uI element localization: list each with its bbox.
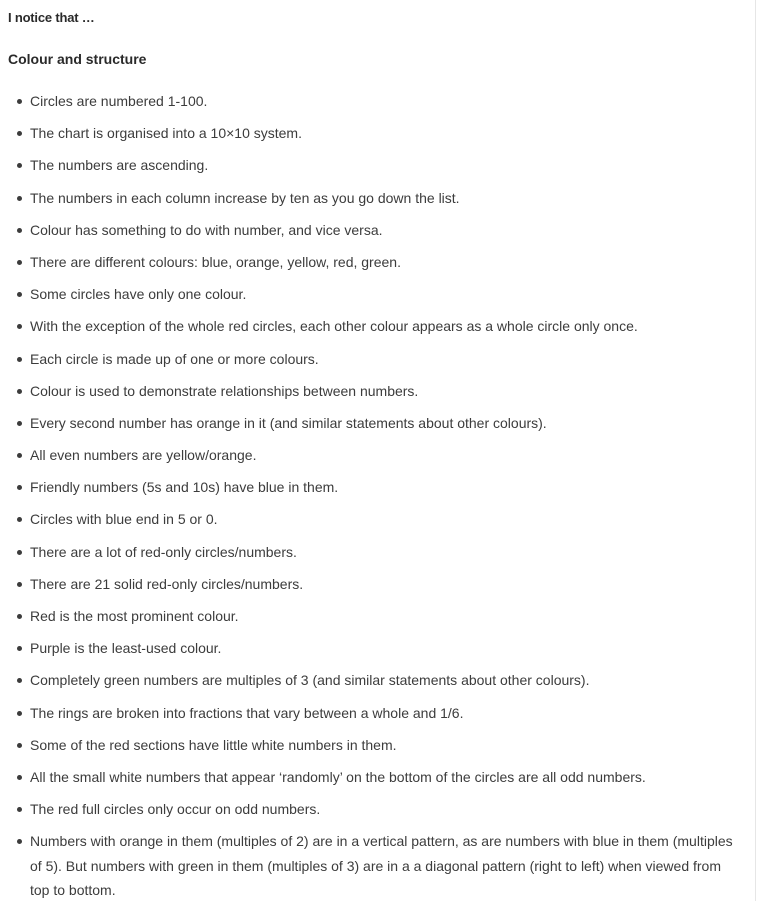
list-item [8, 347, 755, 372]
bullet-icon [17, 228, 22, 233]
section-title: Colour and structure [8, 51, 147, 67]
list-item-text: The numbers in each column increase by ten as you go down the list. [30, 189, 460, 206]
list-item [8, 314, 755, 339]
bullet-icon [17, 260, 22, 265]
bullet-icon [17, 550, 22, 555]
list-item-text: Colour is used to demonstrate relationships between numbers. [30, 382, 419, 399]
list-item [8, 186, 755, 211]
list-item-text: Circles are numbered 1-100. [30, 93, 208, 109]
list-item-text: Friendly numbers (5s and 10s) have blue in them. [30, 479, 339, 496]
list-item-text: The numbers are ascending. [30, 157, 209, 174]
list-item [8, 636, 755, 661]
list-item-text: There are 21 solid red-only circles/numbers. [30, 575, 304, 592]
bullet-icon [17, 357, 22, 362]
intro-heading: I notice that … [8, 10, 95, 25]
list-item [8, 604, 755, 629]
bullet-icon [17, 292, 22, 297]
list-item [8, 668, 755, 693]
list-item [8, 733, 755, 758]
list-item-text: Numbers with orange in them (multiples of 2) are in a vertical pattern, as are numbers with blue in them (multiples of 5). But numbers with green in them (multiples of 3) are in a a diagonal pattern (right to left) when viewed from top to bottom. [30, 833, 733, 899]
bullet-icon [17, 775, 22, 780]
list-item-text: There are different colours: blue, orange, yellow, red, green. [30, 253, 401, 270]
list-item [8, 475, 755, 500]
bullet-icon [17, 582, 22, 587]
list-item-text: Circles with blue end in 5 or 0. [30, 511, 218, 528]
bullet-icon [17, 99, 22, 104]
list-item [8, 797, 755, 822]
bullet-icon [17, 517, 22, 522]
bullet-icon [17, 807, 22, 812]
list-item-text: All even numbers are yellow/orange. [30, 447, 257, 464]
list-item [8, 829, 755, 903]
list-item [8, 701, 755, 726]
bullet-icon [17, 163, 22, 168]
bullet-icon [17, 421, 22, 426]
list-item [8, 282, 755, 307]
bullet-icon [17, 131, 22, 136]
list-item-text: Some of the red sections have little white numbers in them. [30, 736, 397, 753]
list-item [8, 507, 755, 532]
list-item-text: Completely green numbers are multiples of 3 (and similar statements about other colours). [30, 672, 590, 689]
list-item [8, 153, 755, 178]
list-item-text: Some circles have only one colour. [30, 286, 247, 303]
list-item-text: The chart is organised into a 10×10 system. [30, 125, 302, 142]
list-item-text: Every second number has orange in it (and similar statements about other colours). [30, 414, 547, 431]
list-item-text: All the small white numbers that appear ‘randomly’ on the bottom of the circles are all odd numbers. [30, 768, 646, 785]
list-item [8, 379, 755, 404]
list-item [8, 218, 755, 243]
list-item [8, 89, 755, 114]
list-item [8, 250, 755, 275]
notice-list [8, 89, 755, 903]
list-item-text: Each circle is made up of one or more colours. [30, 350, 319, 367]
list-item-text: Red is the most prominent colour. [30, 608, 239, 624]
list-item [8, 572, 755, 597]
bullet-icon [17, 711, 22, 716]
bullet-icon [17, 196, 22, 201]
list-item-text: The rings are broken into fractions that vary between a whole and 1/6. [30, 704, 464, 721]
list-item [8, 411, 755, 436]
bullet-icon [17, 485, 22, 490]
list-item [8, 540, 755, 565]
list-item-text: With the exception of the whole red circles, each other colour appears as a whole circle only once. [30, 318, 638, 335]
bullet-icon [17, 389, 22, 394]
list-item [8, 121, 755, 146]
bullet-icon [17, 614, 22, 619]
bullet-icon [17, 839, 22, 844]
list-item [8, 765, 755, 790]
bullet-icon [17, 646, 22, 651]
bullet-icon [17, 324, 22, 329]
bullet-icon [17, 743, 22, 748]
bullet-icon [17, 678, 22, 683]
list-item-text: The red full circles only occur on odd numbers. [30, 801, 321, 818]
list-item [8, 443, 755, 468]
list-item-text: There are a lot of red-only circles/numbers. [30, 543, 297, 560]
list-item-text: Purple is the least-used colour. [30, 640, 222, 657]
list-item-text: Colour has something to do with number, and vice versa. [30, 221, 383, 238]
bullet-icon [17, 453, 22, 458]
